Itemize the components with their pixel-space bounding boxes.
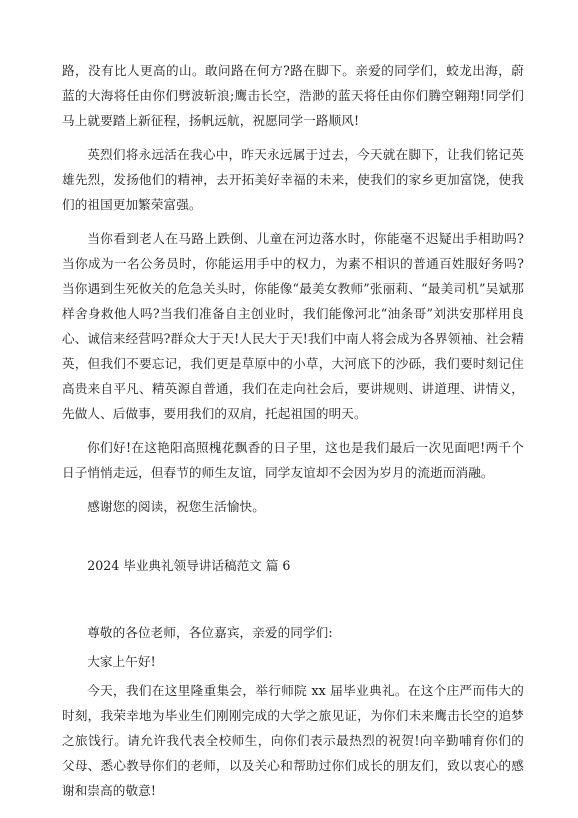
paragraph-continuation: 路，没有比人更高的山。敢问路在何方?路在脚下。亲爱的同学们，蛟龙出海，蔚蓝的大海将任由你们劈波斩浪;鹰击长空，浩渺的蓝天将任由你们腾空翱翔!同学们马上就要踏上新征程，扬帆远航，祝愿同学一路顺风! xyxy=(62,63,524,128)
paragraph-farewell: 你们好!在这艳阳高照槐花飘香的日子里，这也是我们最后一次见面吧!两千个日子悄悄走远，但春节的师生友谊，同学友谊却不会因为岁月的流逝而消融。 xyxy=(62,440,524,480)
section-heading: 2024 毕业典礼领导讲话稿范文 篇 6 xyxy=(87,558,291,573)
paragraph-salutation: 尊敬的各位老师，各位嘉宾，亲爱的同学们: xyxy=(87,625,333,640)
paragraph-opening: 今天，我们在这里隆重集会，举行师院 xx 届毕业典礼。在这个庄严而伟大的时刻，我荣幸地为毕业生们刚刚完成的大学之旅见证，为你们未来鹰击长空的追梦之旅饯行。请允许我代表全校师生，向你们表示最热烈的祝贺!向辛勤哺育你们的父母、悉心教导你们的老师，以及关心和帮助过你们成长的朋友们，致以衷心的感谢和崇高的敬意! xyxy=(62,683,524,798)
document-page xyxy=(62,58,524,812)
paragraph-heroes: 英烈们将永远活在我心中，昨天永远属于过去，今天就在脚下，让我们铭记英雄先烈，发扬他们的精神，去开拓美好幸福的未来，使我们的家乡更加富饶，使我们的祖国更加繁荣富强。 xyxy=(62,147,524,212)
paragraph-greeting: 大家上午好! xyxy=(87,654,156,669)
paragraph-thanks: 感谢您的阅读，祝您生活愉快。 xyxy=(87,499,265,514)
paragraph-questions: 当你看到老人在马路上跌倒、儿童在河边落水时，你能毫不迟疑出手相助吗?当你成为一名公务员时，你能运用手中的权力，为素不相识的普通百姓服好务吗?当你遇到生死攸关的危急关头时，你能像“最美女教师”张丽莉、“最美司机”吴斌那样舍身救他人吗?当我们准备自主创业时，我们能像河北“油条哥”刘洪安那样用良心、诚信来经营吗?群众大于天!人民大于天!我们中南人将会成为各界领袖、社会精英，但我们不要忘记，我们更是草原中的小草，大河底下的沙砾，我们要时刻记住高贵来自平凡、精英源自普通，我们在走向社会后，要讲规则、讲道理、讲情义，先做人、后做事，要用我们的双肩，托起祖国的明天。 xyxy=(62,231,524,421)
